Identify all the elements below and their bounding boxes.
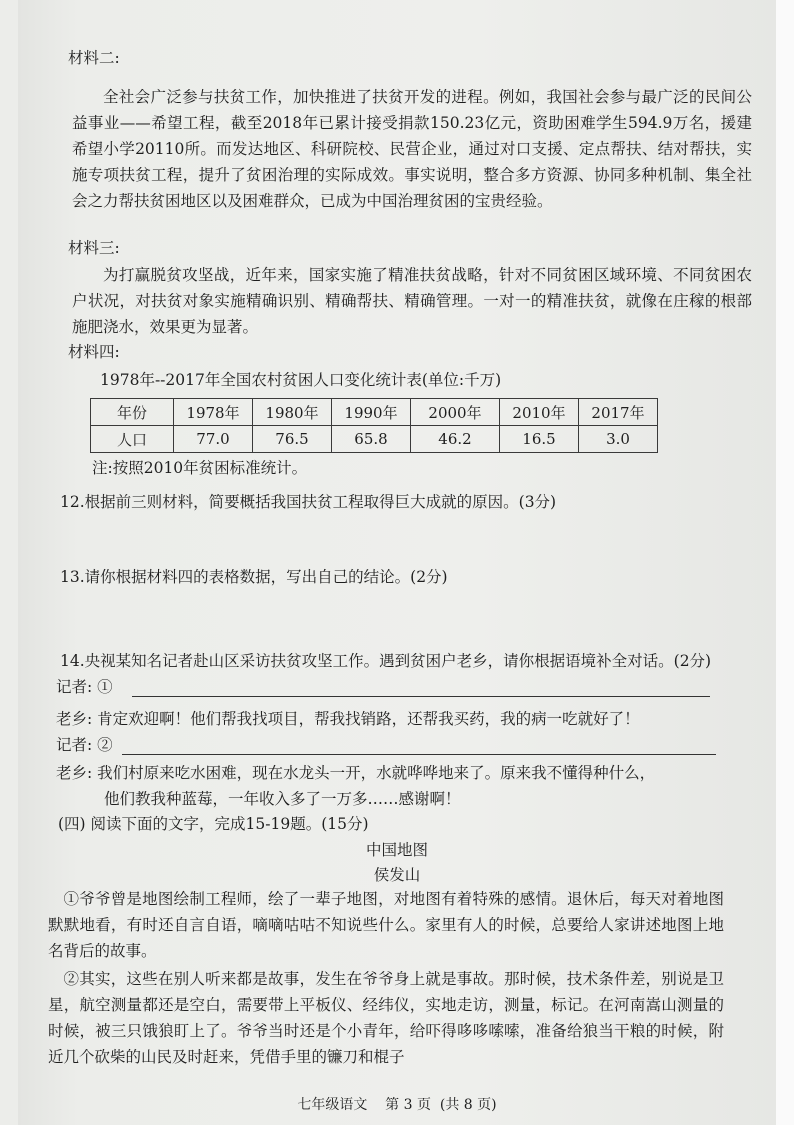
question-14: 14.央视某知名记者赴山区采访扶贫攻坚工作。遇到贫困户老乡，请你根据语境补全对话。(2分) — [60, 652, 712, 670]
answer-blank-2[interactable] — [122, 754, 716, 755]
table-cell-year: 2017年 — [579, 399, 658, 426]
villager-line-2a: 老乡: 我们村原来吃水困难，现在水龙头一开，水就哗哗地来了。原来我不懂得种什么， — [56, 764, 656, 782]
section4-instruction: (四) 阅读下面的文字，完成15-19题。(15分) — [58, 815, 369, 833]
article-title: 中国地图 — [365, 841, 428, 859]
table-note: 注:按照2010年贫困标准统计。 — [92, 459, 308, 477]
material2-heading: 材料二: — [68, 49, 120, 67]
table-cell-population: 65.8 — [332, 426, 411, 453]
reporter-line-2: 记者: ② — [56, 736, 113, 754]
table-title: 1978年--2017年全国农村贫困人口变化统计表(单位:千万) — [100, 371, 502, 389]
table-row-population — [91, 426, 658, 453]
table-cell-population: 3.0 — [579, 426, 658, 453]
table-cell-population: 76.5 — [253, 426, 332, 453]
table-cell-population: 16.5 — [500, 426, 579, 453]
villager-line-2b: 他们教我种蓝莓，一年收入多了一万多……感谢啊！ — [104, 790, 461, 808]
article-paragraph-1: ①爷爷曾是地图绘制工程师，绘了一辈子地图，对地图有着特殊的感情。退休后，每天对着地图默默地看，有时还自言自语，嘀嘀咕咕不知说些什么。家里有人的时候，总要给人家讲述地图上地名背后的故事。 — [48, 890, 724, 960]
reporter-line-1: 记者: ① — [56, 678, 113, 696]
table-cell-population: 77.0 — [174, 426, 253, 453]
question-12: 12.根据前三则材料，简要概括我国扶贫工程取得巨大成就的原因。(3分) — [60, 493, 557, 511]
question-13: 13.请你根据材料四的表格数据，写出自己的结论。(2分) — [60, 568, 448, 586]
table-cell-year: 2000年 — [411, 399, 500, 426]
page-edge — [776, 0, 794, 1125]
poverty-table — [90, 398, 658, 453]
table-row-year — [91, 399, 658, 426]
villager-line-1: 老乡: 肯定欢迎啊！他们帮我找项目，帮我找销路，还帮我买药，我的病一吃就好了！ — [56, 710, 640, 728]
table-cell-year: 1978年 — [174, 399, 253, 426]
table-cell-year: 1990年 — [332, 399, 411, 426]
table-cell-year: 2010年 — [500, 399, 579, 426]
material2-text: 全社会广泛参与扶贫工作，加快推进了扶贫开发的进程。例如，我国社会参与最广泛的民间公益事业——希望工程，截至2018年已累计接受捐款150.23亿元，资助困难学生594.9万名，援建希望小学20110所。而发达地区、科研院校、民营企业，通过对口支援、定点帮扶、结对帮扶，实施专项扶贫工程，提升了贫困治理的实际成效。事实说明，整合多方资源、协同多种机制、集全社会之力帮扶贫困地区以及困难群众，已成为中国治理贫困的宝贵经验。 — [72, 88, 752, 210]
material3-heading: 材料三: — [68, 239, 120, 257]
article-paragraph-2: ②其实，这些在别人听来都是故事，发生在爷爷身上就是事故。那时候，技术条件差，别说是卫星，航空测量都还是空白，需要带上平板仪、经纬仪，实地走访，测量，标记。在河南嵩山测量的时候，被三只饿狼盯上了。爷爷当时还是个小青年，给吓得哆哆嗦嗦，准备给狼当干粮的时候，附近几个砍柴的山民及时赶来，凭借手里的镰刀和棍子 — [48, 970, 724, 1066]
material3-text: 为打赢脱贫攻坚战，近年来，国家实施了精准扶贫战略，针对不同贫困区域环境、不同贫困农户状况，对扶贫对象实施精确识别、精确帮扶、精确管理。一对一的精准扶贫，就像在庄稼的根部施肥浇水，效果更为显著。 — [72, 266, 752, 336]
table-header-population: 人口 — [91, 426, 174, 453]
table-header-year: 年份 — [91, 399, 174, 426]
answer-blank-1[interactable] — [132, 696, 710, 697]
material4-heading: 材料四: — [68, 343, 120, 361]
table-cell-year: 1980年 — [253, 399, 332, 426]
page-footer: 七年级语文 第 3 页 (共 8 页) — [297, 1097, 497, 1113]
article-author: 侯发山 — [373, 866, 421, 884]
table-cell-population: 46.2 — [411, 426, 500, 453]
